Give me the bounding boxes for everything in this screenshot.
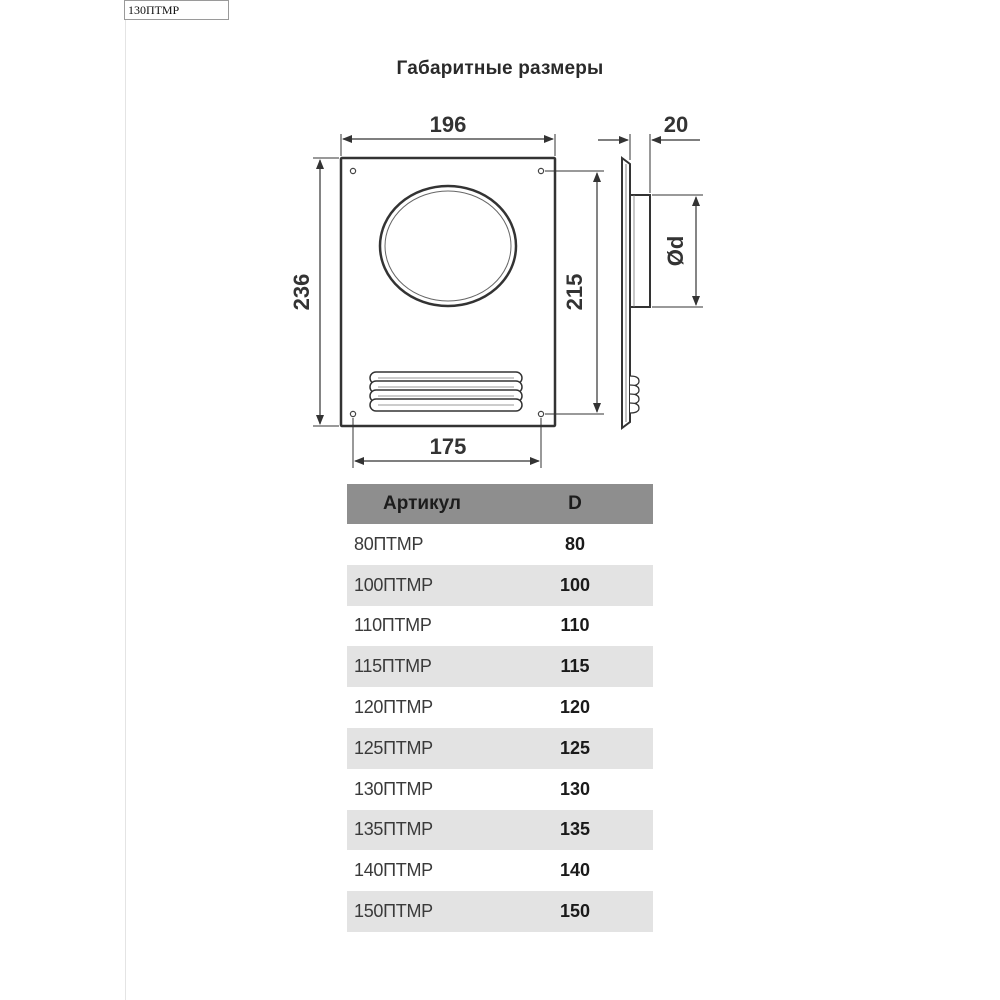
- table-row: [347, 728, 653, 769]
- table-row: [347, 810, 653, 851]
- drawing-title: Габаритные размеры: [396, 58, 604, 79]
- column-header-d: D: [497, 484, 653, 524]
- dimension-width-total: [341, 112, 555, 156]
- specification-table: [347, 484, 653, 932]
- cell-article: 140ПТМР: [354, 860, 433, 881]
- table-row: [347, 565, 653, 606]
- front-view: [341, 158, 555, 426]
- cell-article: 130ПТМР: [354, 778, 433, 799]
- dim-label-175: 175: [429, 434, 467, 459]
- cell-article: 120ПТМР: [354, 697, 433, 718]
- cell-article: 115ПТМР: [347, 646, 497, 687]
- cell-d: 110: [560, 615, 590, 636]
- dim-label-diameter: Ød: [663, 235, 688, 267]
- cell-d: 140: [559, 860, 591, 881]
- cell-article: 135ПТМР: [347, 810, 497, 851]
- table-row: [347, 687, 653, 728]
- table-row: [347, 606, 653, 647]
- column-header-article: Артикул: [347, 484, 497, 524]
- cell-article: 125ПТМР: [347, 728, 497, 769]
- dimension-diameter: [652, 195, 703, 307]
- dimension-drawing: [0, 0, 1000, 480]
- cell-d: 135: [497, 810, 653, 851]
- dim-label-20: 20: [663, 112, 689, 137]
- table-row: [347, 769, 653, 810]
- cell-d: 150: [497, 891, 653, 932]
- dim-label-236: 236: [289, 273, 314, 311]
- louvre-grille: [370, 372, 522, 411]
- table-header-row: [347, 484, 653, 524]
- cell-d: 80: [564, 533, 586, 554]
- duct-opening: [380, 186, 516, 306]
- cell-d: 130: [559, 778, 591, 799]
- cell-d: 100: [497, 565, 653, 606]
- cell-d: 115: [497, 646, 653, 687]
- side-view: [622, 158, 650, 428]
- table-row: [347, 646, 653, 687]
- product-code-label: 130ПТМР: [124, 0, 229, 20]
- cell-article: 80ПТМР: [354, 533, 424, 554]
- cell-d: 120: [559, 697, 591, 718]
- dim-label-196: 196: [429, 112, 467, 137]
- spigot: [630, 195, 650, 307]
- table-row: [347, 850, 653, 891]
- cell-article: 110ПТМР: [354, 615, 432, 636]
- cell-d: 125: [497, 728, 653, 769]
- cell-article: 150ПТМР: [347, 891, 497, 932]
- dimension-depth: [598, 112, 700, 193]
- dimension-height-total: [289, 158, 339, 426]
- table-row: [347, 891, 653, 932]
- table-row: [347, 524, 653, 565]
- dim-label-215: 215: [562, 273, 587, 311]
- cell-article: 100ПТМР: [347, 565, 497, 606]
